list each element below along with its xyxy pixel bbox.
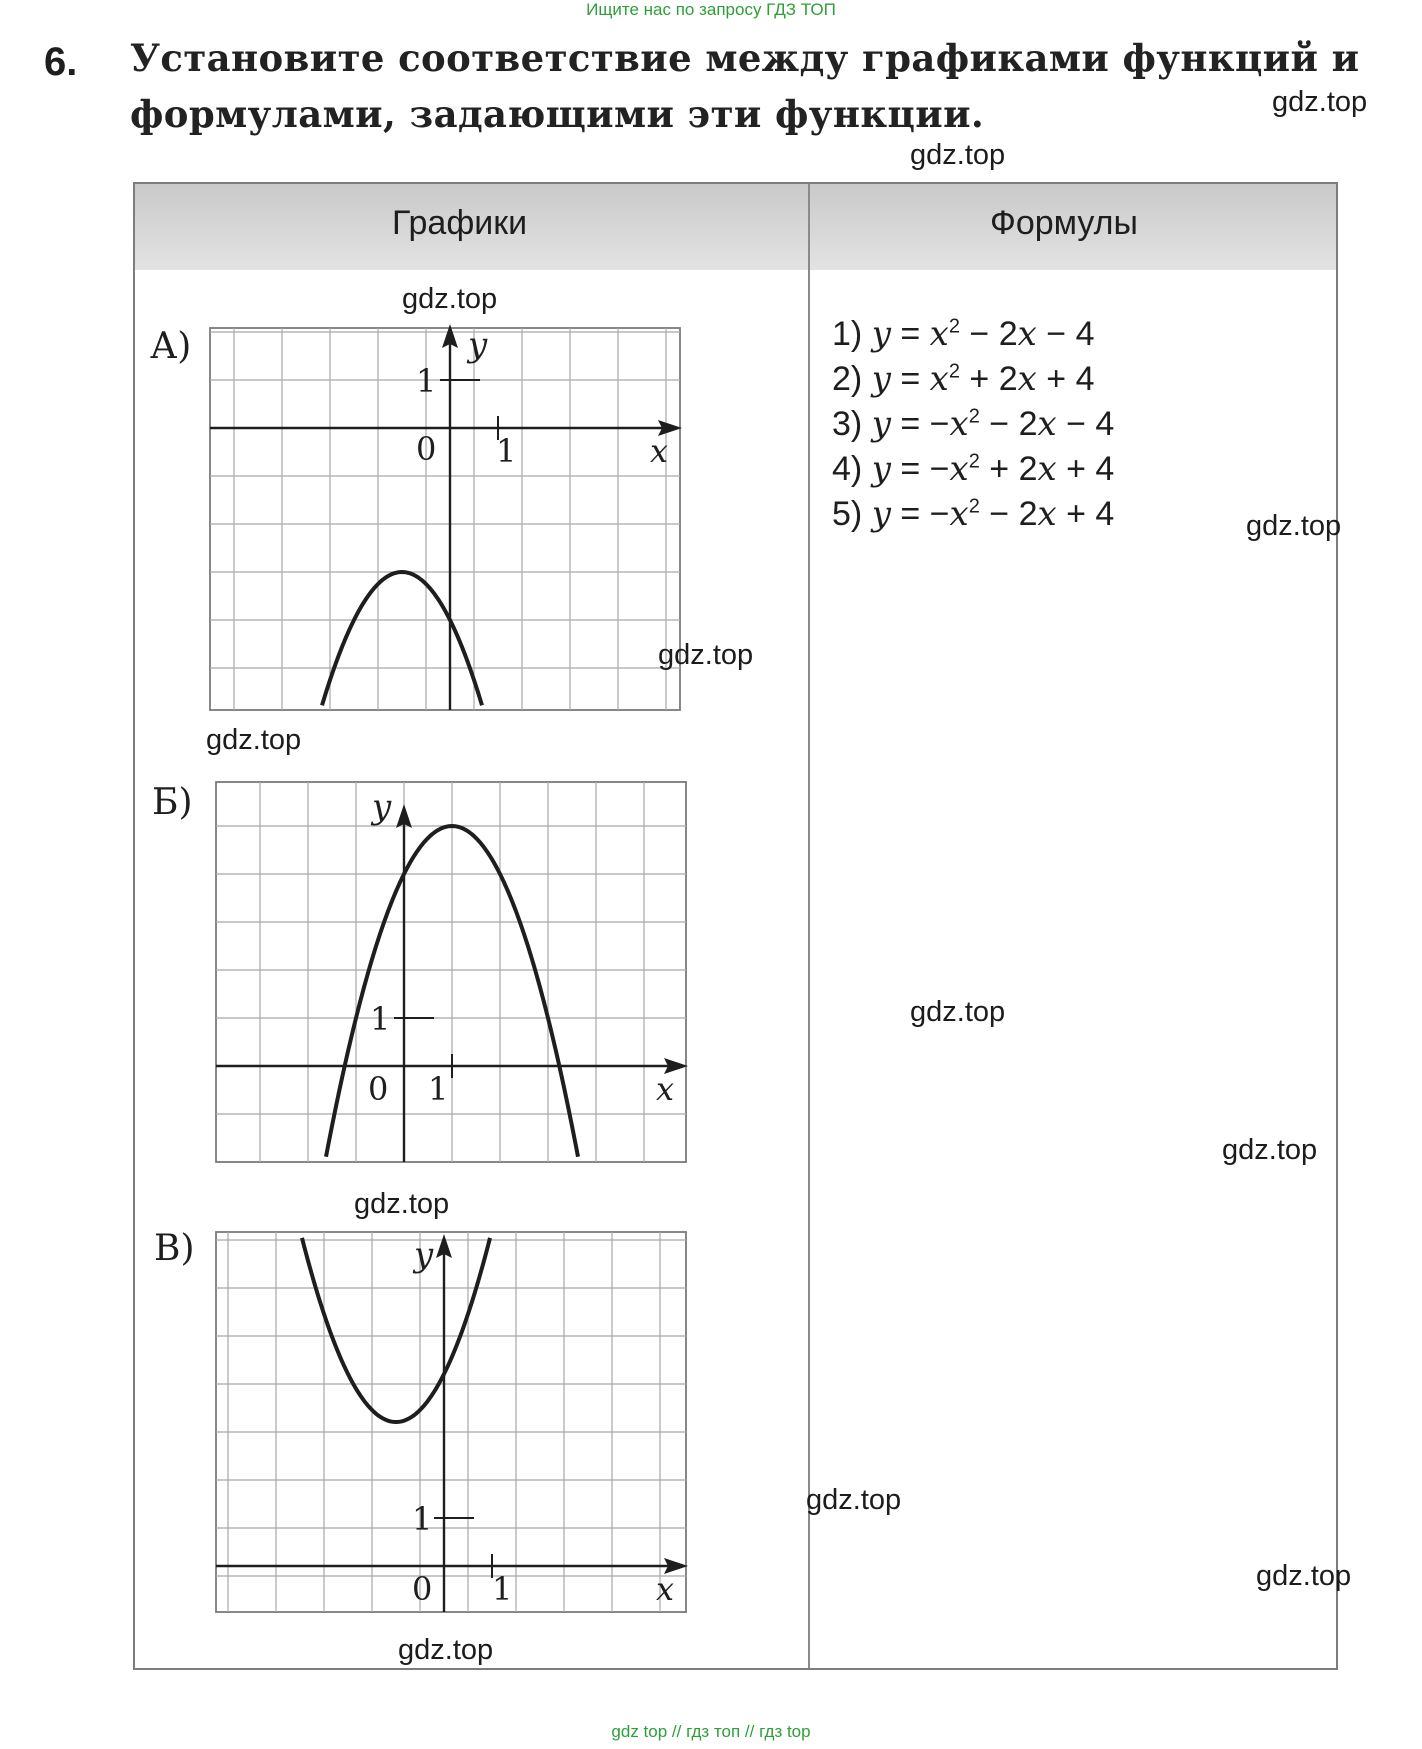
formula-3-x: x [949, 404, 969, 444]
formula-4 [832, 449, 1114, 489]
formula-4-const: + 4 [1056, 450, 1115, 488]
formula-5-x: x [949, 494, 969, 534]
formula-2-eq: = [890, 360, 930, 398]
watermark: gdz.top [658, 639, 754, 671]
task-text-line-1: Установите соответствие между графиками функций и [130, 36, 1360, 80]
graph-c-tick-y: 1 [412, 1500, 433, 1538]
formula-3-eq: = − [890, 405, 950, 443]
graph-c [216, 1232, 686, 1612]
formula-3-x2: x [1037, 404, 1057, 444]
graph-a-tick-y: 1 [416, 362, 437, 400]
graph-a-tick-x: 1 [496, 432, 517, 470]
graph-a [210, 325, 680, 710]
formula-4-y: y [871, 449, 891, 489]
formula-5-eq: = − [890, 495, 950, 533]
graph-c-origin: 0 [412, 1570, 433, 1608]
watermark: gdz.top [402, 283, 498, 315]
formula-4-x: x [949, 449, 969, 489]
graph-b-origin: 0 [368, 1070, 389, 1108]
graph-b-tick-x: 1 [428, 1070, 449, 1108]
watermark: gdz.top [354, 1188, 450, 1220]
graph-c-label: В) [154, 1228, 195, 1269]
watermark: gdz.top [910, 996, 1006, 1028]
formula-2-number: 2) [832, 360, 863, 398]
top-search-link[interactable]: Ищите нас по запросу ГДЗ ТОП [586, 0, 836, 19]
formula-1-power: 2 [948, 315, 960, 338]
formula-5-power: 2 [968, 495, 980, 518]
graph-b-y-label: y [372, 787, 392, 827]
formula-4-x2: x [1037, 449, 1057, 489]
formula-5-const: + 4 [1056, 495, 1115, 533]
formula-2-coef: + 2 [959, 360, 1018, 398]
formula-1 [832, 314, 1095, 354]
graph-b-x-label: x [656, 1070, 675, 1108]
formula-5-x2: x [1037, 494, 1057, 534]
formula-1-x2: x [1017, 314, 1037, 354]
formula-3-coef: − 2 [979, 405, 1038, 443]
formula-5-coef: − 2 [979, 495, 1038, 533]
graph-b-tick-y: 1 [370, 1000, 391, 1038]
formula-2-power: 2 [948, 360, 960, 383]
graph-b [216, 782, 686, 1162]
formula-1-y: y [871, 314, 891, 354]
watermark: gdz.top [206, 724, 302, 756]
formula-5-number: 5) [832, 495, 863, 533]
formula-2 [832, 359, 1095, 399]
graph-a-y-label: y [468, 325, 488, 365]
formula-3 [832, 404, 1114, 444]
graph-c-tick-x: 1 [492, 1570, 513, 1608]
graph-a-x-label: x [650, 432, 669, 470]
watermark: gdz.top [1246, 510, 1342, 542]
formula-1-x: x [929, 314, 949, 354]
formula-1-const: − 4 [1036, 315, 1095, 353]
formula-1-number: 1) [832, 315, 863, 353]
header-graphs: Графики [392, 204, 528, 242]
formula-2-x: x [929, 359, 949, 399]
formula-4-eq: = − [890, 450, 950, 488]
watermark: gdz.top [910, 139, 1006, 171]
formula-3-const: − 4 [1056, 405, 1115, 443]
formula-2-x2: x [1017, 359, 1037, 399]
formula-4-coef: + 2 [979, 450, 1038, 488]
formula-3-y: y [871, 404, 891, 444]
formula-5 [832, 494, 1114, 534]
formula-5-y: y [871, 494, 891, 534]
formula-2-const: + 4 [1036, 360, 1095, 398]
graph-a-label: А) [150, 326, 192, 367]
header-formulas: Формулы [990, 204, 1138, 242]
formula-1-eq: = [890, 315, 930, 353]
formula-2-y: y [871, 359, 891, 399]
graph-a-origin: 0 [416, 430, 437, 468]
task-number: 6. [44, 40, 78, 84]
footer-links[interactable]: gdz top // гдз топ // гдз top [611, 1722, 811, 1741]
watermark: gdz.top [806, 1484, 902, 1516]
watermark: gdz.top [1256, 1560, 1352, 1592]
formula-3-number: 3) [832, 405, 863, 443]
graph-b-label: Б) [152, 782, 193, 823]
formula-3-power: 2 [968, 405, 980, 428]
task-text-line-2: формулами, задающими эти функции. [130, 92, 985, 136]
formula-4-power: 2 [968, 450, 980, 473]
watermark: gdz.top [1272, 86, 1368, 118]
watermark: gdz.top [1222, 1134, 1318, 1166]
watermark: gdz.top [398, 1634, 494, 1666]
column-divider [808, 184, 810, 1668]
graph-a-curve [322, 572, 482, 705]
graph-c-y-label: y [414, 1235, 434, 1275]
formula-1-coef: − 2 [959, 315, 1018, 353]
graph-c-curve [302, 1238, 490, 1422]
formula-4-number: 4) [832, 450, 863, 488]
graph-c-x-label: x [656, 1570, 675, 1608]
